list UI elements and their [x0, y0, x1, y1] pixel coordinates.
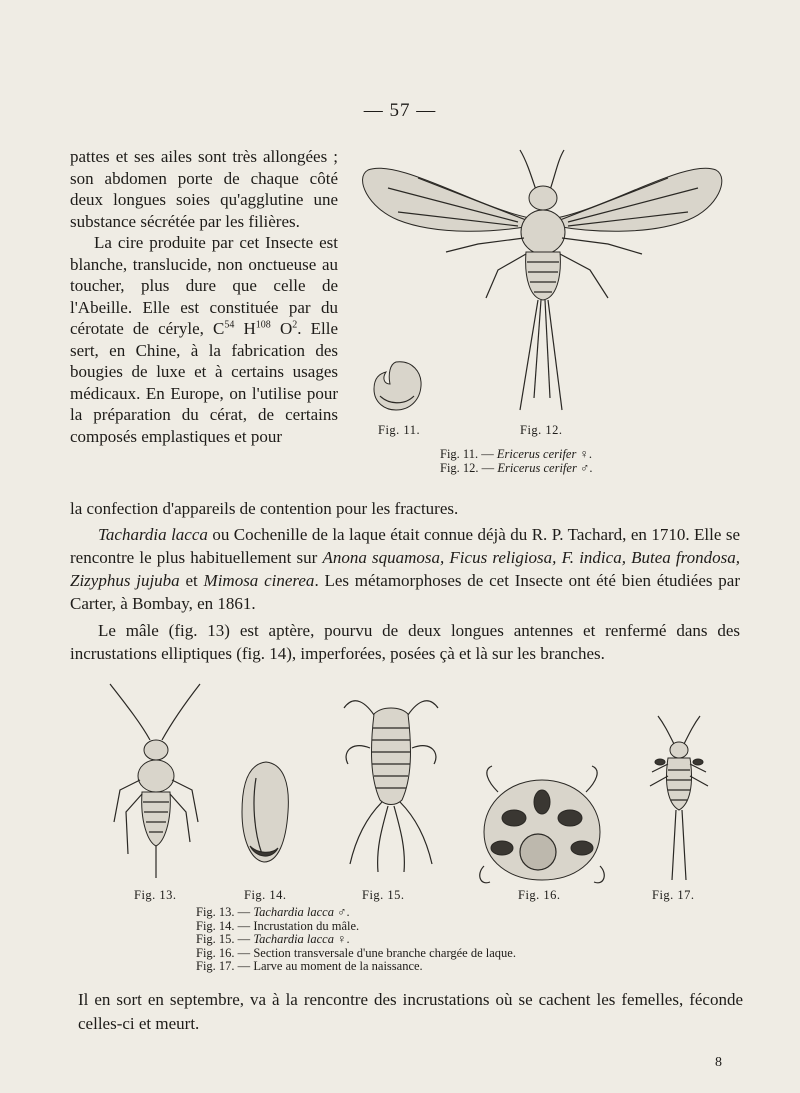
- fig-16-illustration: [478, 762, 608, 892]
- legend-fig-14: Fig. 14. — Incrustation du mâle.: [196, 918, 360, 933]
- fig-16-label: Fig. 16.: [518, 888, 561, 902]
- fig-15-label: Fig. 15.: [362, 888, 405, 902]
- fig-17-illustration: [644, 714, 714, 884]
- legend-fig-11: Fig. 11. — Ericerus cerifer ♀.: [440, 447, 592, 461]
- legend-fig-17: Fig. 17. — Larve au moment de la naissance.: [196, 959, 423, 973]
- fig-14-label: Fig. 14.: [244, 888, 287, 902]
- legend-fig-15: Fig. 15. — Tachardia lacca ♀.: [196, 932, 350, 946]
- paragraph-wax: [70, 232, 338, 447]
- paragraph-tachardia: Tachardia lacca ou Cochenille de la laque était connue déjà du R. P. Tachard, en 1710. Elle se rencontre le plus habituellement sur Anona squamosa, Ficus religiosa, F. indica, Butea frondosa, Zizyphus jujuba et Mimosa cinerea. Les métamorphoses de cet Insecte ont été bien étudiées par Carter, à Bombay, en 1861.: [70, 525, 741, 613]
- legend-fig-13: Fig. 13. — Tachardia lacca ♂.: [196, 905, 350, 919]
- fig-12-illustration: [358, 148, 728, 418]
- formula-after: . Elle sert, en Chine, à la fabrication des bougies de luxe et à certains usages médicaux. En Europe, on l'utilise pour la préparation du cérat, de certains composés emplastiques et pour: [70, 319, 338, 446]
- fig-15-illustration: [336, 688, 446, 878]
- legend-fig-12: Fig. 12. — Ericerus cerifer ♂.: [440, 460, 593, 475]
- fig-12-label: Fig. 12.: [520, 423, 563, 437]
- paragraph-september: Il en sort en septembre, va à la rencontre des incrustations où se cachent les femelles, féconde celles-ci et meurt.: [78, 990, 743, 1033]
- fig-13-illustration: [106, 682, 206, 882]
- body-text: [70, 523, 740, 669]
- wax-text: La cire produite par cet Insecte est blanche, translucide, non onctueuse au toucher, plus dure que celle de l'Abeille. Elle est constituée par du cérotate de céryle,: [70, 233, 338, 338]
- paragraph-male: Le mâle (fig. 13) est aptère, pourvu de deux longues antennes et renfermé dans des incrustations elliptiques (fig. 14), imperforées, posées çà et là sur les branches.: [70, 621, 740, 663]
- paragraph-wings: pattes et ses ailes sont très allongées ; son abdomen porte de chaque côté deux longues soies qu'agglutine une substance sécrétée par les filières.: [70, 147, 338, 231]
- fig-13-label: Fig. 13.: [134, 888, 177, 902]
- fig-bottom-legend: [196, 906, 516, 974]
- folio: — 57 —: [363, 100, 437, 121]
- fig-17-label: Fig. 17.: [652, 888, 695, 902]
- closing-paragraph: [78, 988, 743, 1036]
- legend-fig-16: Fig. 16. — Section transversale d'une branche chargée de laque.: [196, 945, 516, 960]
- continuation-line: la confection d'appareils de contention pour les fractures.: [70, 499, 459, 518]
- page-number: 8: [715, 1055, 722, 1070]
- fig-top-legend: [440, 448, 592, 475]
- fig-14-illustration: [236, 758, 296, 868]
- left-column-text: [70, 146, 338, 447]
- fig-11-label: Fig. 11.: [378, 423, 421, 437]
- formula: $C^{54}$ $H^{108}$ $O^2$: [213, 319, 298, 338]
